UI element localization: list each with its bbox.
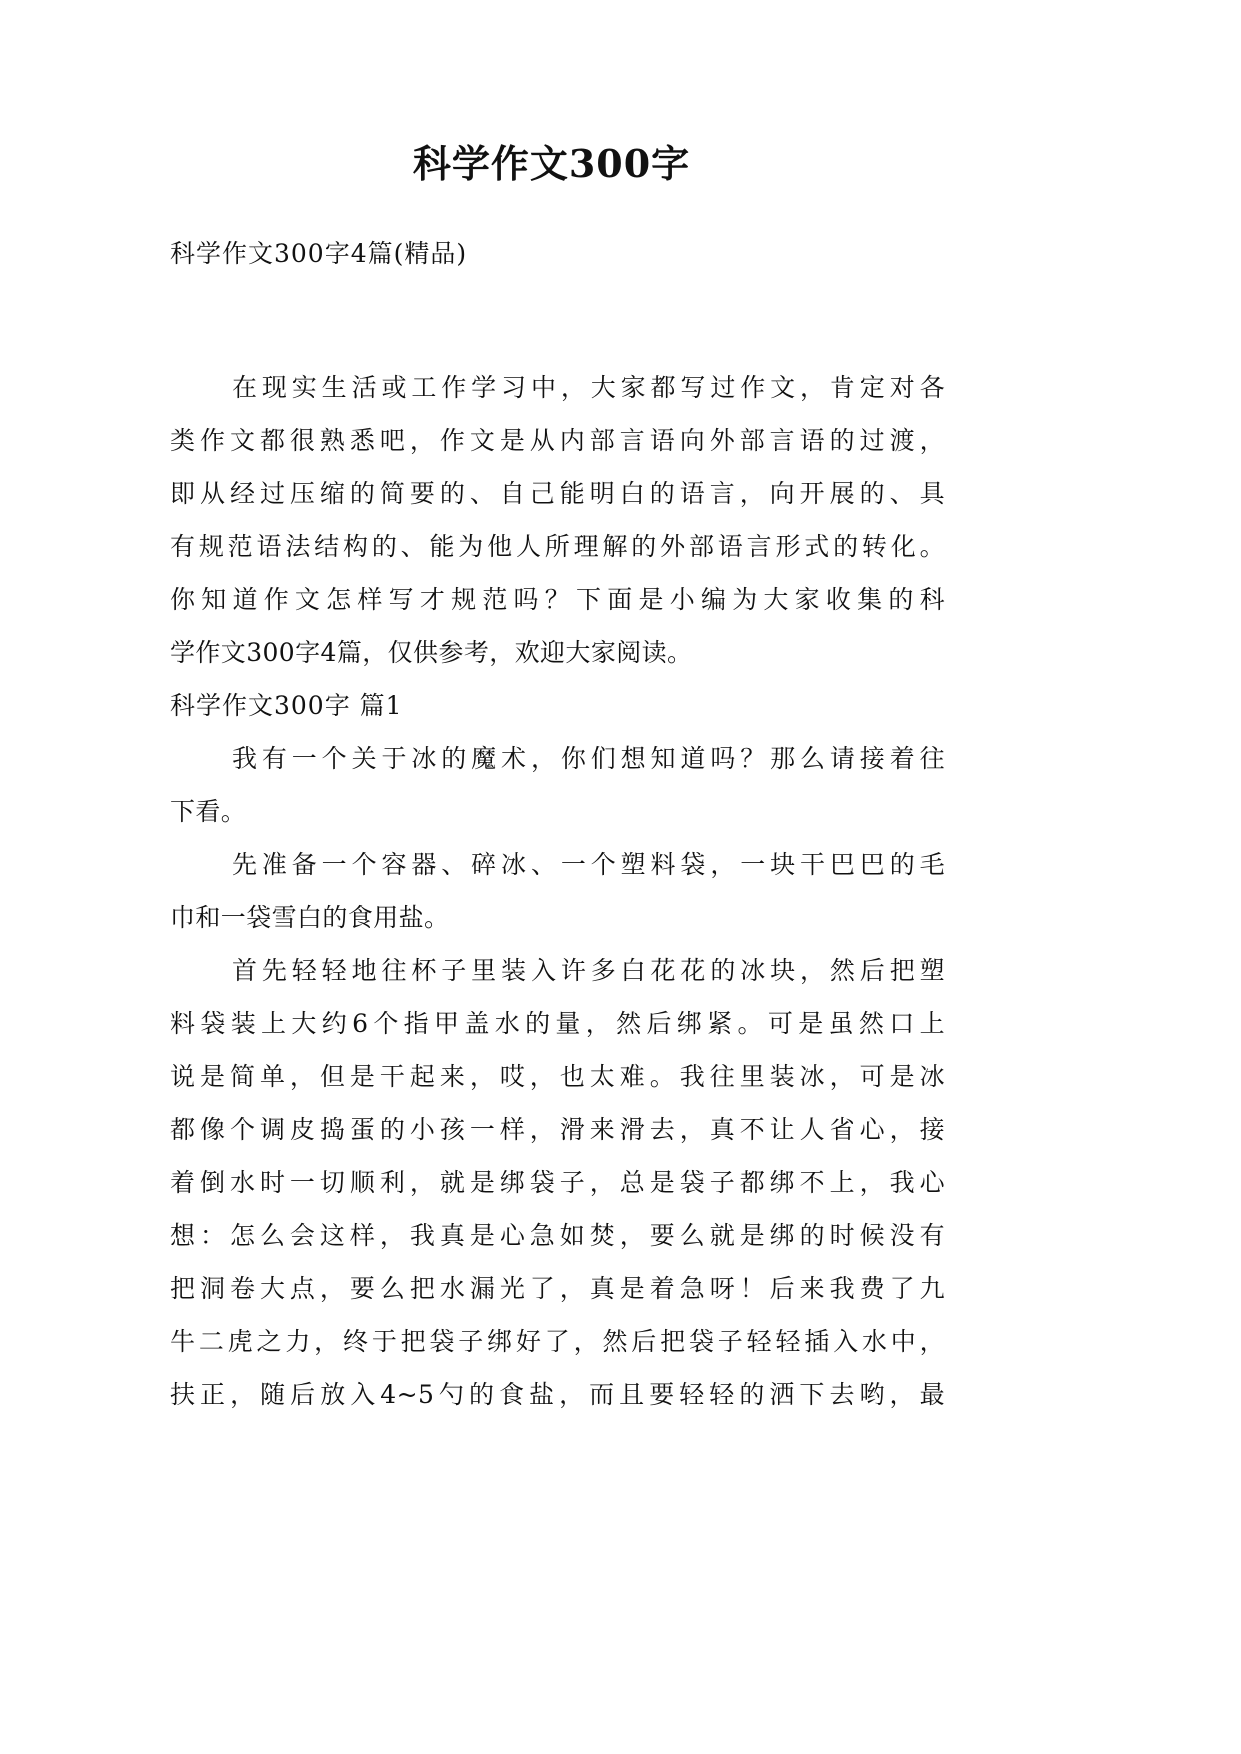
text-line: 下看。 — [170, 797, 247, 826]
text-line: 即从经过压缩的简要的、自己能明白的语言，向开展的、具 — [170, 479, 945, 508]
text-line: 我有一个关于冰的魔术，你们想知道吗？那么请接着往 — [232, 744, 945, 773]
text-line: 说是简单，但是干起来，哎，也太难。我往里装冰，可是冰 — [170, 1062, 945, 1091]
text-line: 有规范语法结构的、能为他人所理解的外部语言形式的转化。 — [170, 532, 945, 561]
text-line: 学作文300字4篇，仅供参考，欢迎大家阅读。 — [170, 638, 693, 667]
text-line: 牛二虎之力，终于把袋子绑好了，然后把袋子轻轻插入水中， — [170, 1327, 945, 1356]
text-line: 扶正，随后放入4~5勺的食盐，而且要轻轻的洒下去哟，最 — [170, 1380, 945, 1409]
text-line: 你知道作文怎样写才规范吗？下面是小编为大家收集的科 — [170, 585, 945, 614]
document-title: 科学作文300字 — [412, 141, 691, 186]
section-heading: 科学作文300字 篇1 — [170, 691, 403, 720]
text-line: 在现实生活或工作学习中，大家都写过作文，肯定对各 — [232, 373, 945, 402]
text-line: 巾和一袋雪白的食用盐。 — [170, 903, 450, 932]
text-line: 着倒水时一切顺利，就是绑袋子，总是袋子都绑不上，我心 — [170, 1168, 945, 1197]
document-body — [170, 366, 945, 1426]
text-line: 都像个调皮捣蛋的小孩一样，滑来滑去，真不让人省心，接 — [170, 1115, 945, 1144]
text-line: 类作文都很熟悉吧，作文是从内部言语向外部言语的过渡， — [170, 426, 945, 455]
text-line: 把洞卷大点，要么把水漏光了，真是着急呀！后来我费了九 — [170, 1274, 945, 1303]
text-line: 首先轻轻地往杯子里装入许多白花花的冰块，然后把塑 — [232, 956, 945, 985]
text-line: 先准备一个容器、碎冰、一个塑料袋，一块干巴巴的毛 — [232, 850, 945, 879]
text-line: 料袋装上大约6个指甲盖水的量，然后绑紧。可是虽然口上 — [170, 1009, 945, 1038]
text-line: 想：怎么会这样，我真是心急如焚，要么就是绑的时候没有 — [170, 1221, 945, 1250]
document-subtitle: 科学作文300字4篇(精品) — [170, 239, 468, 268]
